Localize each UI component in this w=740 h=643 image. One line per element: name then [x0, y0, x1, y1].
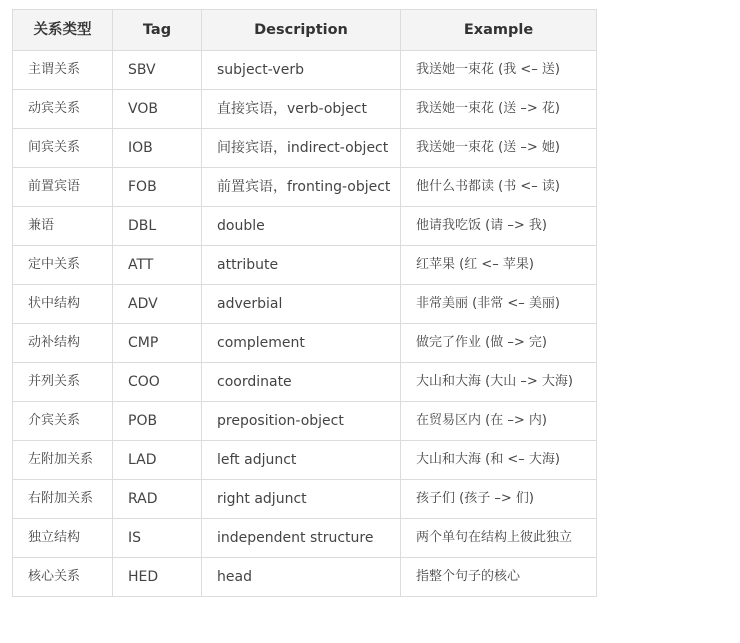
- cell-description: complement: [202, 324, 401, 363]
- cell-relation-type: 间宾关系: [13, 129, 113, 168]
- header-example: Example: [401, 10, 597, 51]
- table-row: [13, 129, 597, 168]
- cell-tag: FOB: [113, 168, 202, 207]
- cell-relation-type: 并列关系: [13, 363, 113, 402]
- cell-tag: IS: [113, 519, 202, 558]
- cell-tag: ATT: [113, 246, 202, 285]
- cell-example: 大山和大海 (大山 –> 大海): [401, 363, 597, 402]
- cell-relation-type: 兼语: [13, 207, 113, 246]
- cell-description: coordinate: [202, 363, 401, 402]
- cell-relation-type: 左附加关系: [13, 441, 113, 480]
- table-row: [13, 324, 597, 363]
- cell-description: double: [202, 207, 401, 246]
- cell-description: 前置宾语，fronting-object: [202, 168, 401, 207]
- cell-relation-type: 定中关系: [13, 246, 113, 285]
- header-relation-type: 关系类型: [13, 10, 113, 51]
- cell-relation-type: 介宾关系: [13, 402, 113, 441]
- table-row: [13, 363, 597, 402]
- cell-tag: LAD: [113, 441, 202, 480]
- cell-example: 我送她一束花 (我 <– 送): [401, 51, 597, 90]
- cell-description: preposition-object: [202, 402, 401, 441]
- cell-tag: HED: [113, 558, 202, 597]
- cell-relation-type: 动宾关系: [13, 90, 113, 129]
- cell-description: left adjunct: [202, 441, 401, 480]
- table-header-row: [13, 10, 597, 51]
- cell-example: 他什么书都读 (书 <– 读): [401, 168, 597, 207]
- table-row: [13, 207, 597, 246]
- cell-relation-type: 右附加关系: [13, 480, 113, 519]
- cell-tag: POB: [113, 402, 202, 441]
- table-row: [13, 246, 597, 285]
- cell-description: head: [202, 558, 401, 597]
- cell-example: 非常美丽 (非常 <– 美丽): [401, 285, 597, 324]
- cell-example: 两个单句在结构上彼此独立: [401, 519, 597, 558]
- cell-description: independent structure: [202, 519, 401, 558]
- table-row: [13, 168, 597, 207]
- dependency-relations-table: [12, 9, 597, 597]
- table-row: [13, 402, 597, 441]
- header-description: Description: [202, 10, 401, 51]
- cell-example: 我送她一束花 (送 –> 她): [401, 129, 597, 168]
- cell-relation-type: 主谓关系: [13, 51, 113, 90]
- cell-example: 大山和大海 (和 <– 大海): [401, 441, 597, 480]
- cell-tag: CMP: [113, 324, 202, 363]
- cell-example: 他请我吃饭 (请 –> 我): [401, 207, 597, 246]
- cell-description: adverbial: [202, 285, 401, 324]
- table-row: [13, 441, 597, 480]
- cell-relation-type: 核心关系: [13, 558, 113, 597]
- cell-relation-type: 独立结构: [13, 519, 113, 558]
- cell-description: subject-verb: [202, 51, 401, 90]
- cell-description: right adjunct: [202, 480, 401, 519]
- cell-description: 直接宾语，verb-object: [202, 90, 401, 129]
- table-row: [13, 519, 597, 558]
- cell-example: 红苹果 (红 <– 苹果): [401, 246, 597, 285]
- cell-description: attribute: [202, 246, 401, 285]
- cell-example: 在贸易区内 (在 –> 内): [401, 402, 597, 441]
- cell-tag: IOB: [113, 129, 202, 168]
- table-row: [13, 51, 597, 90]
- table-row: [13, 480, 597, 519]
- cell-tag: DBL: [113, 207, 202, 246]
- cell-example: 指整个句子的核心: [401, 558, 597, 597]
- cell-tag: RAD: [113, 480, 202, 519]
- table-row: [13, 285, 597, 324]
- cell-example: 做完了作业 (做 –> 完): [401, 324, 597, 363]
- cell-relation-type: 动补结构: [13, 324, 113, 363]
- cell-example: 孩子们 (孩子 –> 们): [401, 480, 597, 519]
- header-tag: Tag: [113, 10, 202, 51]
- cell-tag: VOB: [113, 90, 202, 129]
- cell-relation-type: 状中结构: [13, 285, 113, 324]
- cell-tag: ADV: [113, 285, 202, 324]
- cell-tag: COO: [113, 363, 202, 402]
- cell-tag: SBV: [113, 51, 202, 90]
- table-row: [13, 558, 597, 597]
- table-row: [13, 90, 597, 129]
- cell-relation-type: 前置宾语: [13, 168, 113, 207]
- cell-example: 我送她一束花 (送 –> 花): [401, 90, 597, 129]
- cell-description: 间接宾语，indirect-object: [202, 129, 401, 168]
